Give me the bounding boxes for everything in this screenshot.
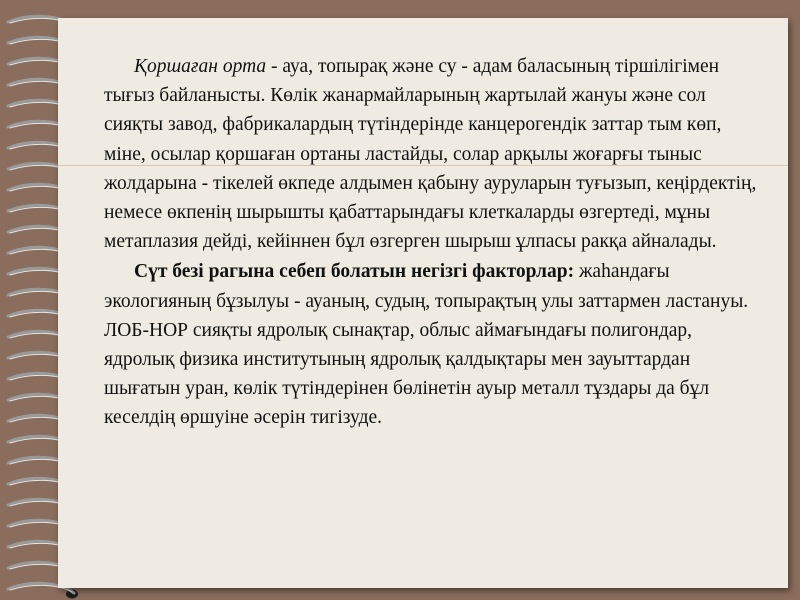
paragraph-lead-heading: Сүт безі рагына себеп болатын негізгі факторлар: — [134, 261, 575, 283]
slide-text — [104, 52, 766, 433]
paragraph-risk-factors — [104, 257, 766, 432]
paragraph-body: - ауа, топырақ және су - адам баласының тіршілігімен тығыз байланысты. Көлік жанармайларының жартылай жануы және сол сияқты завод, фабрикалардың түтіндерінде канцерогендік заттар тым көп, міне, осылар қоршаған ортаны ластайды, солар арқылы жоғарғы тыныс жолдарына - тікелей өкпеде алдымен қабыну ауруларын туғызып, кеңірдектің, немесе өкпенің шырышты қабаттарындағы клеткаларды өзгертеді, мұны метаплазия дейді, кейіннен бұл өзгерген шырыш ұлпасы ракқа айналады. — [104, 56, 757, 253]
paragraph-environment — [104, 52, 766, 256]
paragraph-lead-term: Қоршаған орта — [134, 56, 267, 77]
paragraph-body: жаһандағы экологияның бұзылуы - ауаның, судың, топырақтың улы заттармен ластануы. ЛОБ-НОР сияқты ядролық сынақтар, облыс аймағындағы полигондар, ядролық физика институтының ядролық қалдықтары мен зауыттардан шығатын уран, көлік түтіндерінен бөлінетін ауыр металл тұздары да бұл кеселдің өршуіне әсерін тигізуде. — [104, 261, 749, 429]
